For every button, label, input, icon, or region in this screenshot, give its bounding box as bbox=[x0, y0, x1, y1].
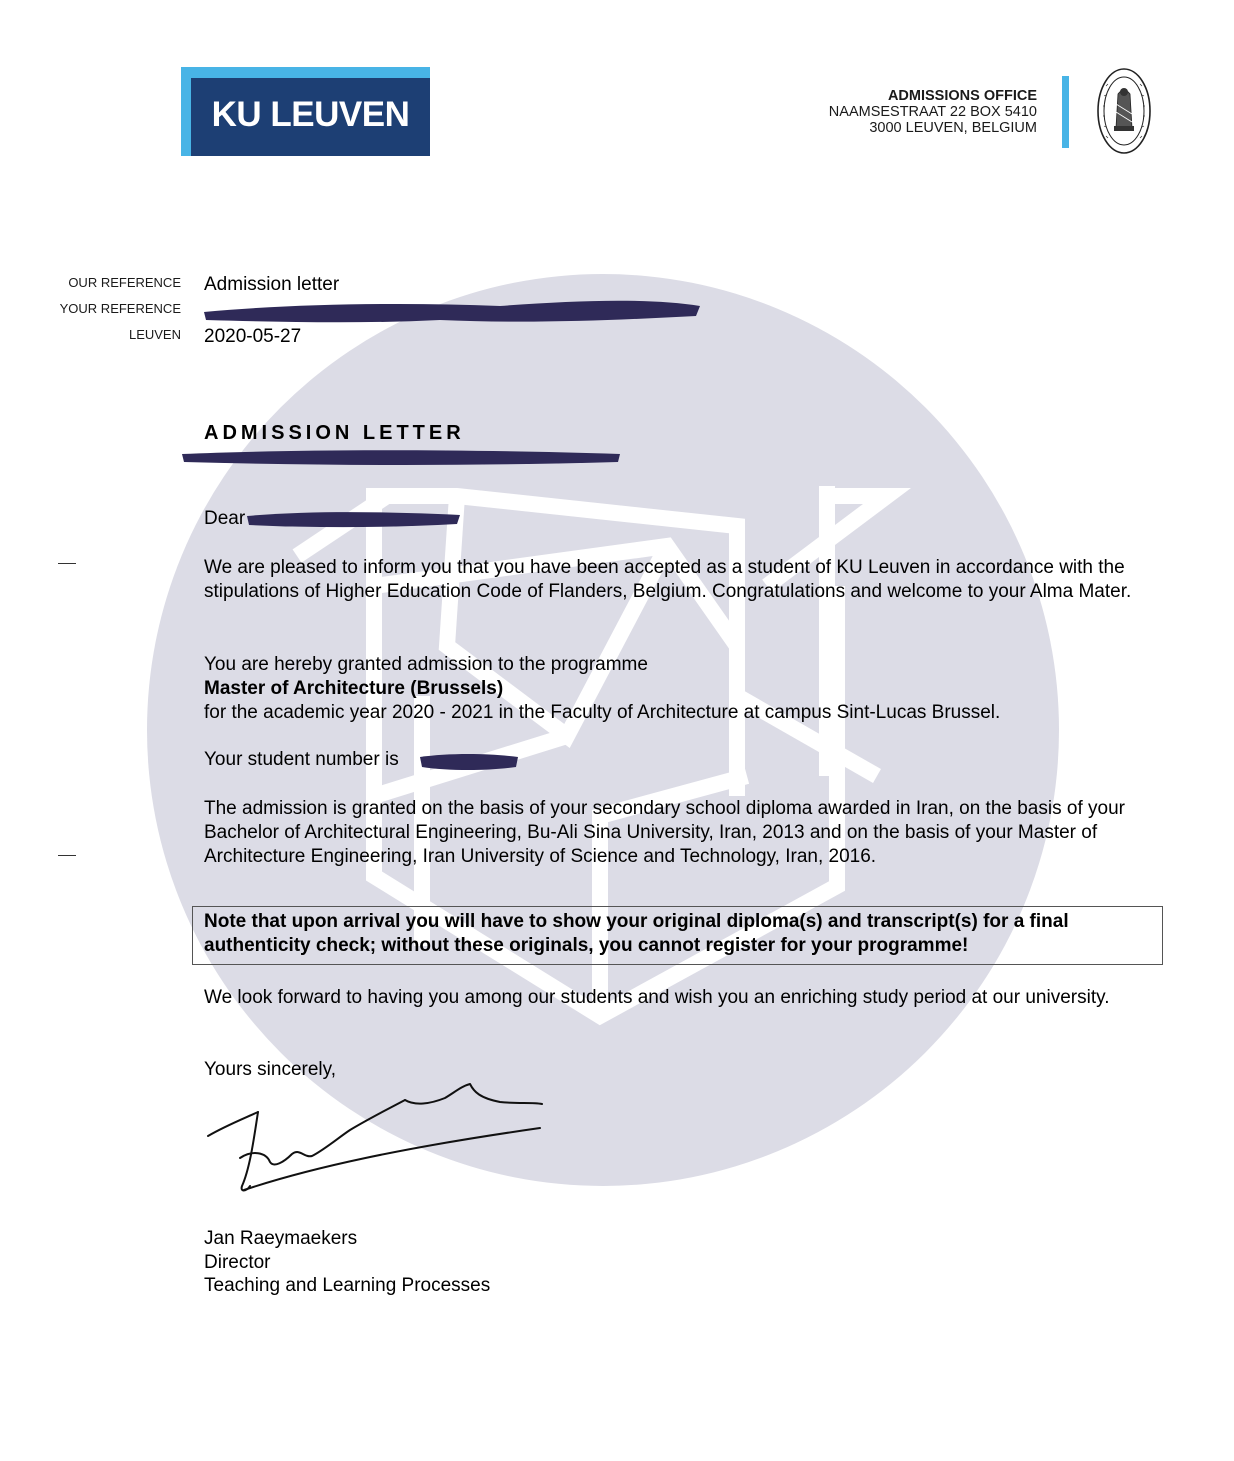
admission-basis-paragraph: The admission is granted on the basis of your secondary school diploma awarded in Iran, on the basis of your Bachelor of Architectural Engineering, Bu-Ali Sina University, Iran, 2013 and on the basis of your Master of Architecture Engineering, Iran University of Science and Technology, Iran, 2016. bbox=[204, 798, 1125, 867]
university-seal-icon bbox=[1096, 66, 1152, 156]
logo-text: KU LEUVEN bbox=[211, 95, 410, 134]
fold-mark-bottom bbox=[58, 855, 76, 856]
ku-leuven-logo bbox=[181, 67, 430, 156]
address-line-1: NAAMSESTRAAT 22 BOX 5410 bbox=[828, 104, 1037, 120]
closing-paragraph: We look forward to having you among our students and wish you an enriching study period at our university. bbox=[204, 987, 1110, 1008]
salutation: Dear bbox=[204, 508, 246, 529]
place-label: LEUVEN bbox=[128, 327, 181, 342]
closing-salutation: Yours sincerely, bbox=[204, 1059, 337, 1080]
fold-mark-top bbox=[58, 563, 76, 564]
programme-name: Master of Architecture (Brussels) bbox=[204, 678, 504, 699]
signatory-name: Jan Raeymaekers bbox=[204, 1228, 358, 1249]
logo-block bbox=[191, 78, 430, 156]
programme-detail: for the academic year 2020 - 2021 in the Faculty of Architecture at campus Sint-Lucas Brussel. bbox=[204, 702, 1001, 723]
letter-title: ADMISSION LETTER bbox=[204, 422, 465, 444]
programme-intro: You are hereby granted admission to the programme bbox=[204, 654, 648, 675]
signatory-role: Director bbox=[204, 1252, 271, 1273]
our-reference-label: OUR REFERENCE bbox=[68, 275, 181, 290]
signatory-department: Teaching and Learning Processes bbox=[204, 1275, 491, 1296]
student-number-redaction bbox=[418, 749, 520, 773]
acceptance-paragraph: We are pleased to inform you that you have been accepted as a student of KU Leuven in accordance with the stipulations of Higher Education Code of Flanders, Belgium. Congratulations and welcome to your Alma Mater. bbox=[204, 557, 1132, 602]
letter-date: 2020-05-27 bbox=[204, 326, 302, 347]
recipient-name-redaction bbox=[245, 506, 463, 532]
authenticity-notice-box: Note that upon arrival you will have to show your original diploma(s) and transcript(s) for a final authenticity check; without these originals, you cannot register for your programme! bbox=[192, 906, 1163, 965]
office-address bbox=[829, 88, 1037, 136]
address-line-2: 3000 LEUVEN, BELGIUM bbox=[869, 120, 1037, 136]
your-reference-redaction bbox=[200, 294, 705, 328]
office-title: ADMISSIONS OFFICE bbox=[887, 88, 1037, 104]
our-reference-value: Admission letter bbox=[204, 274, 340, 295]
handwritten-signature bbox=[200, 1078, 550, 1198]
student-number-prefix: Your student number is bbox=[204, 749, 399, 770]
subtitle-redaction bbox=[180, 446, 625, 468]
student-number-line bbox=[204, 748, 1164, 772]
address-divider bbox=[1062, 76, 1069, 148]
your-reference-label: YOUR REFERENCE bbox=[59, 301, 181, 316]
